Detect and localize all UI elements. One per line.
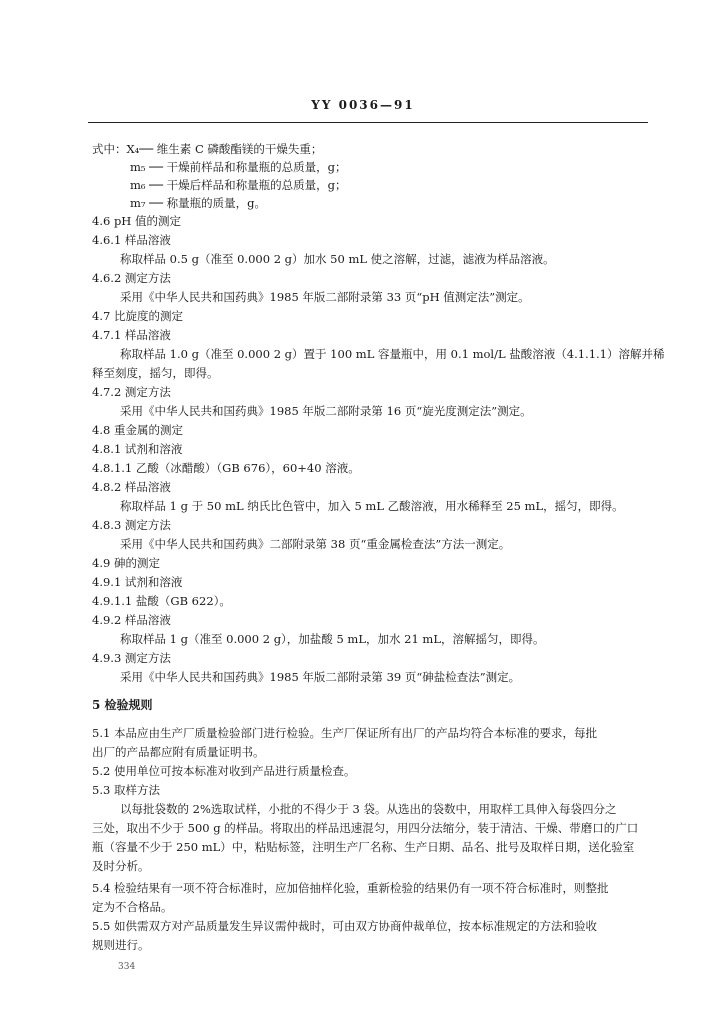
section-heading: 4.9.1 试剂和溶液: [92, 575, 183, 589]
body-text: 称取样品 1.0 g（准至 0.000 2 g）置于 100 mL 容量瓶中，用 0.1 mol/L 盐酸溶液（4.1.1.1）溶解并稀: [120, 347, 665, 361]
body-text: 5.1 本品应由生产厂质量检验部门进行检验。生产厂保证所有出厂的产品均符合本标准的要求，每批: [92, 726, 597, 740]
section-heading: 4.8.1 试剂和溶液: [92, 442, 183, 456]
body-text: 规则进行。: [92, 938, 150, 952]
body-text: 出厂的产品都应附有质量证明书。: [92, 745, 265, 759]
body-text: 采用《中华人民共和国药典》二部附录第 38 页“重金属检查法”方法一测定。: [120, 537, 511, 551]
section-heading: 4.7.2 测定方法: [92, 385, 171, 399]
body-text: 定为不合格品。: [92, 900, 173, 914]
section-heading: 4.8.1.1 乙酸（冰醋酸）（GB 676），60+40 溶液。: [92, 461, 360, 475]
body-text: 称取样品 1 g（准至 0.000 2 g），加盐酸 5 mL，加水 21 mL，溶解摇匀，即得。: [120, 632, 545, 646]
section-heading: 4.9.2 样品溶液: [92, 613, 171, 627]
header-rule: [88, 122, 648, 123]
body-text: 称取样品 1 g 于 50 mL 纳氏比色管中，加入 5 mL 乙酸溶液，用水稀释至 25 mL，摇匀，即得。: [120, 499, 624, 513]
section-heading: 5.3 取样方法: [92, 783, 160, 797]
section-heading: 4.6.1 样品溶液: [92, 233, 171, 247]
body-text: 三处，取出不少于 500 g 的样品。将取出的样品迅速混匀，用四分法缩分，装于清洁、干燥、带磨口的广口: [92, 821, 639, 835]
section-heading: 4.7.1 样品溶液: [92, 328, 171, 342]
formula-where-line: 式中：X₄── 维生素 C 磷酸酯镁的干燥失重；: [92, 142, 323, 156]
standard-code-header: YY 0036—91: [311, 98, 415, 112]
body-text: 瓶（容量不少于 250 mL）中，粘贴标签，注明生产厂名称、生产日期、品名、批号及取样日期，送化验室: [92, 840, 635, 854]
variable-m6-line: m₆ ── 干燥后样品和称量瓶的总质量，g；: [130, 178, 347, 192]
section-heading: 4.9.3 测定方法: [92, 651, 171, 665]
body-text: 5.5 如供需双方对产品质量发生异议需仲裁时，可由双方协商仲裁单位，按本标准规定的方法和验收: [92, 919, 597, 933]
body-text: 采用《中华人民共和国药典》1985 年版二部附录第 16 页“旋光度测定法”测定。: [120, 404, 532, 418]
section-heading: 4.7 比旋度的测定: [92, 309, 183, 323]
variable-m7-line: m₇ ── 称量瓶的质量，g。: [130, 196, 267, 210]
body-text: 及时分析。: [92, 859, 150, 873]
section-heading: 4.6 pH 值的测定: [92, 214, 181, 228]
body-text: 称取样品 0.5 g（准至 0.000 2 g）加水 50 mL 使之溶解，过滤，滤液为样品溶液。: [120, 252, 555, 266]
body-text: 5.4 检验结果有一项不符合标准时，应加倍抽样化验，重新检验的结果仍有一项不符合标准时，则整批: [92, 881, 609, 895]
section-heading: 4.6.2 测定方法: [92, 271, 171, 285]
section-heading: 4.9 砷的测定: [92, 556, 160, 570]
section-heading: 4.9.1.1 盐酸（GB 622）。: [92, 594, 231, 608]
body-text: 5.2 使用单位可按本标准对收到产品进行质量检查。: [92, 764, 356, 778]
variable-m5-line: m₅ ── 干燥前样品和称量瓶的总质量，g；: [130, 160, 347, 174]
body-text: 采用《中华人民共和国药典》1985 年版二部附录第 39 页“砷盐检查法”测定。: [120, 670, 521, 684]
chapter-heading-inspection-rules: 5 检验规则: [92, 698, 153, 712]
section-heading: 4.8 重金属的测定: [92, 423, 183, 437]
body-text: 采用《中华人民共和国药典》1985 年版二部附录第 33 页“pH 值测定法”测定。: [120, 290, 530, 304]
section-heading: 4.8.3 测定方法: [92, 518, 171, 532]
body-text: 释至刻度，摇匀，即得。: [92, 366, 219, 380]
page-number: 334: [118, 962, 136, 972]
body-text: 以每批袋数的 2%选取试样，小批的不得少于 3 袋。从选出的袋数中，用取样工具伸入每袋四分之: [120, 802, 617, 816]
section-heading: 4.8.2 样品溶液: [92, 480, 171, 494]
